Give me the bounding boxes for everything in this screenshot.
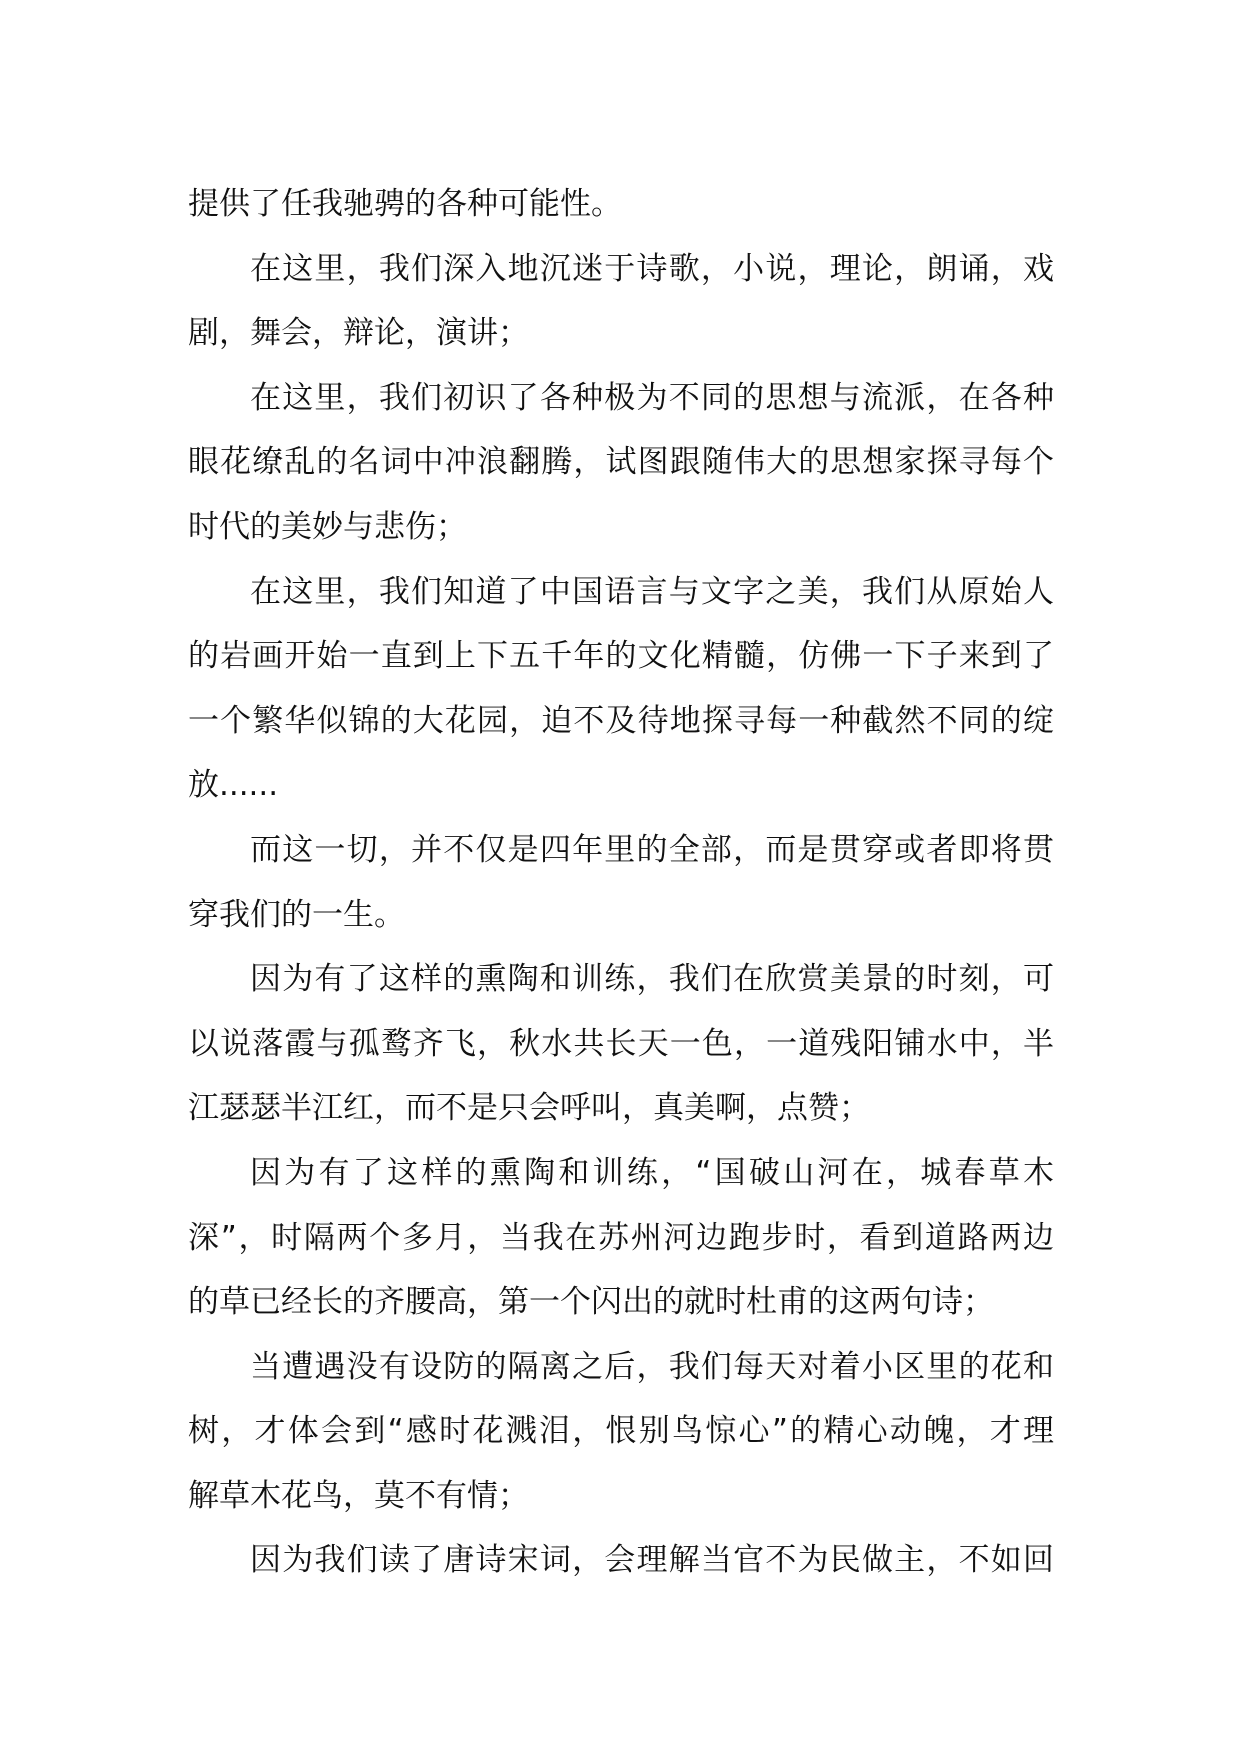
text-line: 剧，舞会，辩论，演讲； [188, 315, 529, 352]
text-line: 眼花缭乱的名词中冲浪翻腾，试图跟随伟大的思想家探寻每个 [188, 444, 1054, 481]
text-line: 当遭遇没有设防的隔离之后，我们每天对着小区里的花和 [250, 1348, 1054, 1385]
text-line: 因为我们读了唐诗宋词，会理解当官不为民做主，不如回 [250, 1542, 1054, 1579]
text-line: 在这里，我们初识了各种极为不同的思想与流派，在各种 [250, 379, 1054, 416]
text-line: 一个繁华似锦的大花园，迫不及待地探寻每一种截然不同的绽 [188, 702, 1054, 739]
text-line: 以说落霞与孤鹜齐飞，秋水共长天一色，一道残阳铺水中，半 [188, 1025, 1054, 1062]
text-line: 的岩画开始一直到上下五千年的文化精髓，仿佛一下子来到了 [188, 638, 1054, 675]
text-line: 时代的美妙与悲伤； [188, 508, 467, 545]
document-body [188, 172, 1054, 1593]
text-line: 江瑟瑟半江红，而不是只会呼叫，真美啊，点赞； [188, 1090, 870, 1127]
text-line: 深”，时隔两个多月，当我在苏州河边跑步时，看到道路两边 [188, 1219, 1054, 1256]
text-line: 穿我们的一生。 [188, 896, 405, 933]
text-line: 的草已经长的齐腰高，第一个闪出的就时杜甫的这两句诗； [188, 1284, 994, 1321]
text-line: 放...... [188, 767, 279, 804]
text-line: 而这一切，并不仅是四年里的全部，而是贯穿或者即将贯 [250, 831, 1054, 868]
text-line: 在这里，我们知道了中国语言与文字之美，我们从原始人 [250, 573, 1054, 610]
text-line: 树，才体会到“感时花溅泪，恨别鸟惊心”的精心动魄，才理 [188, 1413, 1054, 1450]
text-line: 提供了任我驰骋的各种可能性。 [188, 186, 622, 222]
text-line: 因为有了这样的熏陶和训练，“国破山河在，城春草木 [250, 1154, 1054, 1191]
text-line: 因为有了这样的熏陶和训练，我们在欣赏美景的时刻，可 [250, 961, 1054, 998]
text-line: 在这里，我们深入地沉迷于诗歌，小说，理论，朗诵，戏 [250, 250, 1054, 287]
text-line: 解草木花鸟，莫不有情； [188, 1477, 529, 1514]
